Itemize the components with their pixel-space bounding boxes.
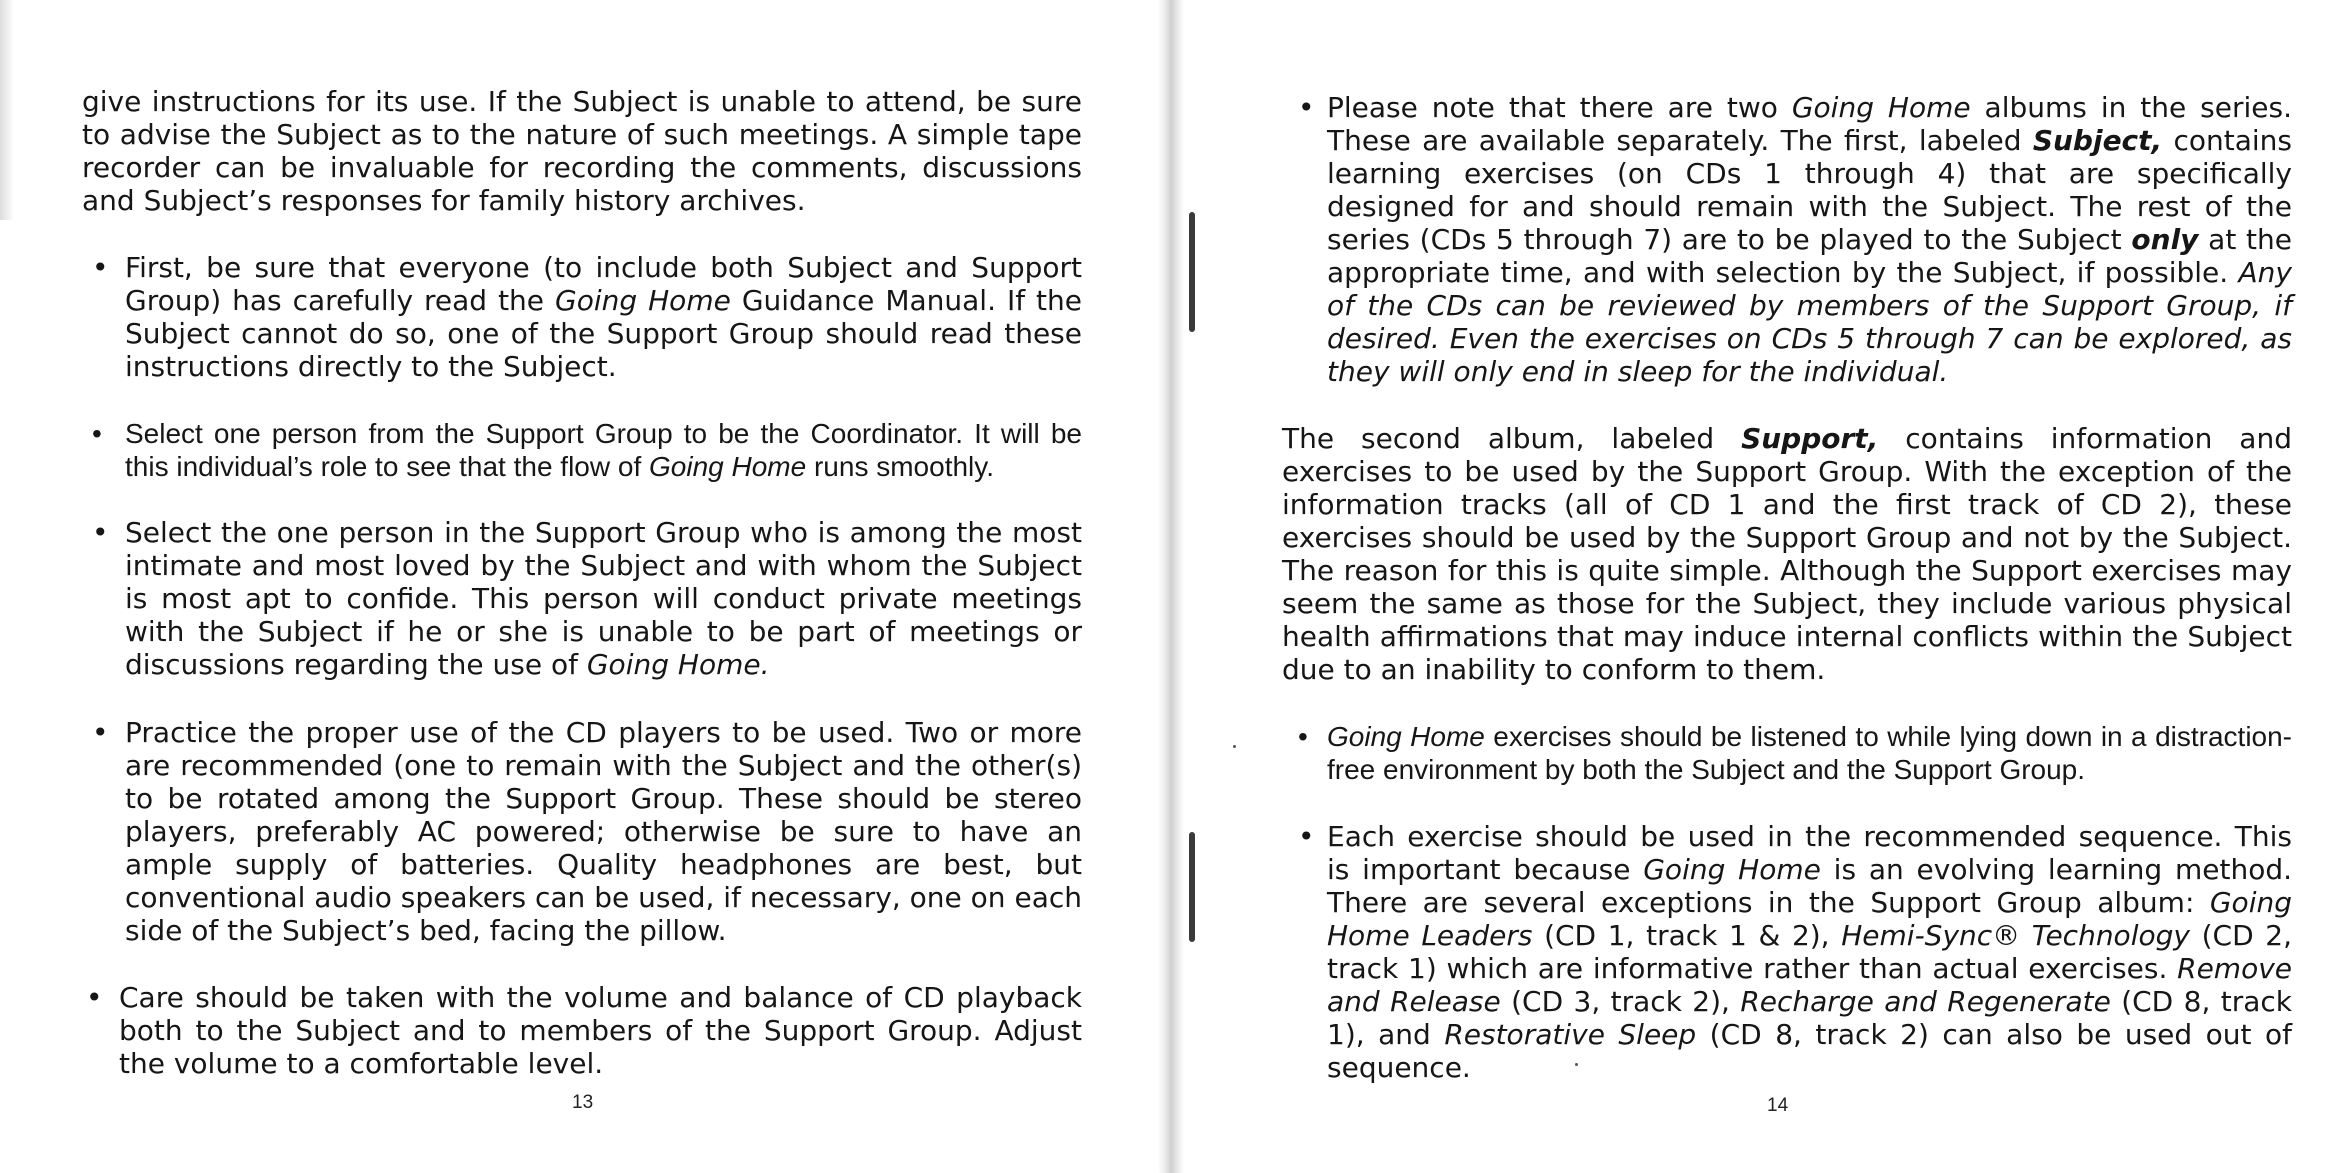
text-run: (CD 2, track 1) which are informative rather than actual exercises. (1327, 919, 2292, 985)
list-item (1282, 820, 2292, 1084)
paragraph-text (1282, 422, 2292, 686)
emphasized-text: Going Home. (586, 648, 770, 681)
bullet-dot: • (86, 981, 103, 1014)
staple-top (1189, 212, 1195, 332)
emphasized-text: Recharge and Regenerate (1740, 985, 2111, 1018)
bullet-dot: • (92, 716, 109, 749)
list-item-text (1327, 720, 2292, 786)
page-number: 14 (1767, 1095, 1789, 1116)
right-page (1282, 0, 2293, 1173)
list-item (82, 981, 1082, 1080)
text-run: (CD 8, track 1), and (1327, 985, 2292, 1051)
bullet-dot: • (1298, 721, 1308, 752)
bullet-dot: • (92, 516, 109, 549)
text-run: contains information and exercises to be used by the Support Group. With the exception of the information tracks (all of CD 1 and the first track of CD 2), these exercises should be used by the Support Group and not by the Subject. The reason for this is quite simple. Although the Support exercises may seem the same as those for the Subject, they include various physical health affirmations that may induce internal conflicts within the Subject due to an inability to conform to them. (1282, 422, 2292, 686)
emphasized-text: Remove and Release (1327, 952, 2292, 1018)
list-item (82, 417, 1082, 483)
emphasized-text: Hemi-Sync® Technology (1841, 919, 2190, 952)
emphasized-text: Support, (1741, 422, 1879, 455)
emphasized-text: Any of the CDs can be reviewed by members of the Support Group, if desired. Even the exercises on CDs 5 through 7 can be explored, as they will only end in sleep for the individual. (1327, 256, 2292, 388)
album-paragraph (1282, 422, 2292, 686)
list-item (82, 716, 1082, 947)
text-run: contains learning exercises (on CDs 1 through 4) that are specifically designed for and should remain with the Subject. The rest of the series (CDs 5 through 7) are to be played to the Subject (1327, 124, 2292, 256)
text-run: Guidance Manual. If the Subject cannot do so, one of the Support Group should read these instructions directly to the Subject. (125, 284, 1083, 383)
text-run: The second album, labeled (1282, 422, 1742, 455)
list-item-text (119, 981, 1082, 1080)
emphasized-text: Restorative Sleep (1444, 1018, 1697, 1051)
list-item (82, 516, 1082, 681)
list-item-text (125, 417, 1082, 483)
text-run: Practice the proper use of the CD players to be used. Two or more are recommended (one to remain with the Subject and the other(s) to be rotated among the Support Group. These should be stereo players, preferably AC powered; otherwise be sure to have an ample supply of batteries. Quality headphones are best, but conventional audio speakers can be used, if necessary, one on each side of the Subject’s bed, facing the pillow. (125, 716, 1082, 947)
page-number: 13 (572, 1092, 594, 1113)
list-item-text (1327, 820, 2292, 1084)
emphasized-text: Going Home (1791, 91, 1971, 124)
text-run: give instructions for its use. If the Subject is unable to attend, be sure to advise the Subject as to the nature of such meetings. A simple tape recorder can be invaluable for recording the comments, discussions and Subject’s responses for family history archives. (82, 85, 1082, 217)
text-run: exercises should be listened to while lying down in a distraction-free environment by both the Subject and the Support Group. (1327, 721, 2293, 785)
list-item-text (125, 251, 1082, 383)
paragraph-text (82, 85, 1082, 217)
list-item (1282, 91, 2292, 388)
emphasized-text: Subject, (2032, 124, 2163, 157)
text-run: Please note that there are two (1327, 91, 1792, 124)
list-item-text (1327, 91, 2292, 388)
list-item (1282, 720, 2292, 786)
text-run: albums in the series. These are available separately. The first, labeled (1327, 91, 2293, 157)
staple-bottom (1189, 832, 1195, 942)
speck (1233, 745, 1236, 748)
left-page (82, 0, 1082, 1173)
emphasized-text: only (2131, 223, 2199, 256)
text-run: (CD 3, track 2), (1500, 985, 1741, 1018)
emphasized-text: Going Home (555, 284, 731, 317)
text-run: Care should be taken with the volume and balance of CD playback both to the Subject and to members of the Support Group. Adjust the volume to a comfortable level. (119, 981, 1082, 1080)
emphasized-text: Going Home Leaders (1327, 886, 2292, 952)
list-item-text (125, 716, 1082, 947)
list-item-text (125, 516, 1082, 681)
text-run: (CD 8, track 2) can also be used out of sequence. (1327, 1018, 2292, 1084)
text-run: is an evolving learning method. There are several exceptions in the Support Group album: (1327, 853, 2292, 919)
text-run: (CD 1, track 1 & 2), (1532, 919, 1842, 952)
book-spine (1158, 0, 1184, 1173)
bullet-dot: • (92, 418, 102, 449)
text-run: Select one person from the Support Group to be the Coordinator. It will be this individual’s role to see that the flow of (125, 418, 1082, 482)
text-run: Select the one person in the Support Group who is among the most intimate and most loved by the Subject and with whom the Subject is most apt to confide. This person will conduct private meetings with the Subject if he or she is unable to be part of meetings or discussions regarding the use of (125, 516, 1082, 681)
text-run: Each exercise should be used in the recommended sequence. This is important because (1327, 820, 2292, 886)
bullet-dot: • (1298, 820, 1315, 853)
bullet-dot: • (1298, 91, 1315, 124)
list-item (82, 251, 1082, 383)
emphasized-text: Going Home (1643, 853, 1821, 886)
text-run: First, be sure that everyone (to include both Subject and Support Group) has carefully read the (125, 251, 1082, 317)
emphasized-text: Going Home (649, 451, 807, 482)
text-run: runs smoothly. (806, 451, 994, 482)
emphasized-text: Going Home (1327, 721, 1485, 752)
bullet-dot: • (92, 251, 109, 284)
page-edge-shadow (0, 0, 14, 220)
text-run: at the appropriate time, and with selection by the Subject, if possible. (1327, 223, 2293, 289)
intro-paragraph (82, 85, 1082, 217)
